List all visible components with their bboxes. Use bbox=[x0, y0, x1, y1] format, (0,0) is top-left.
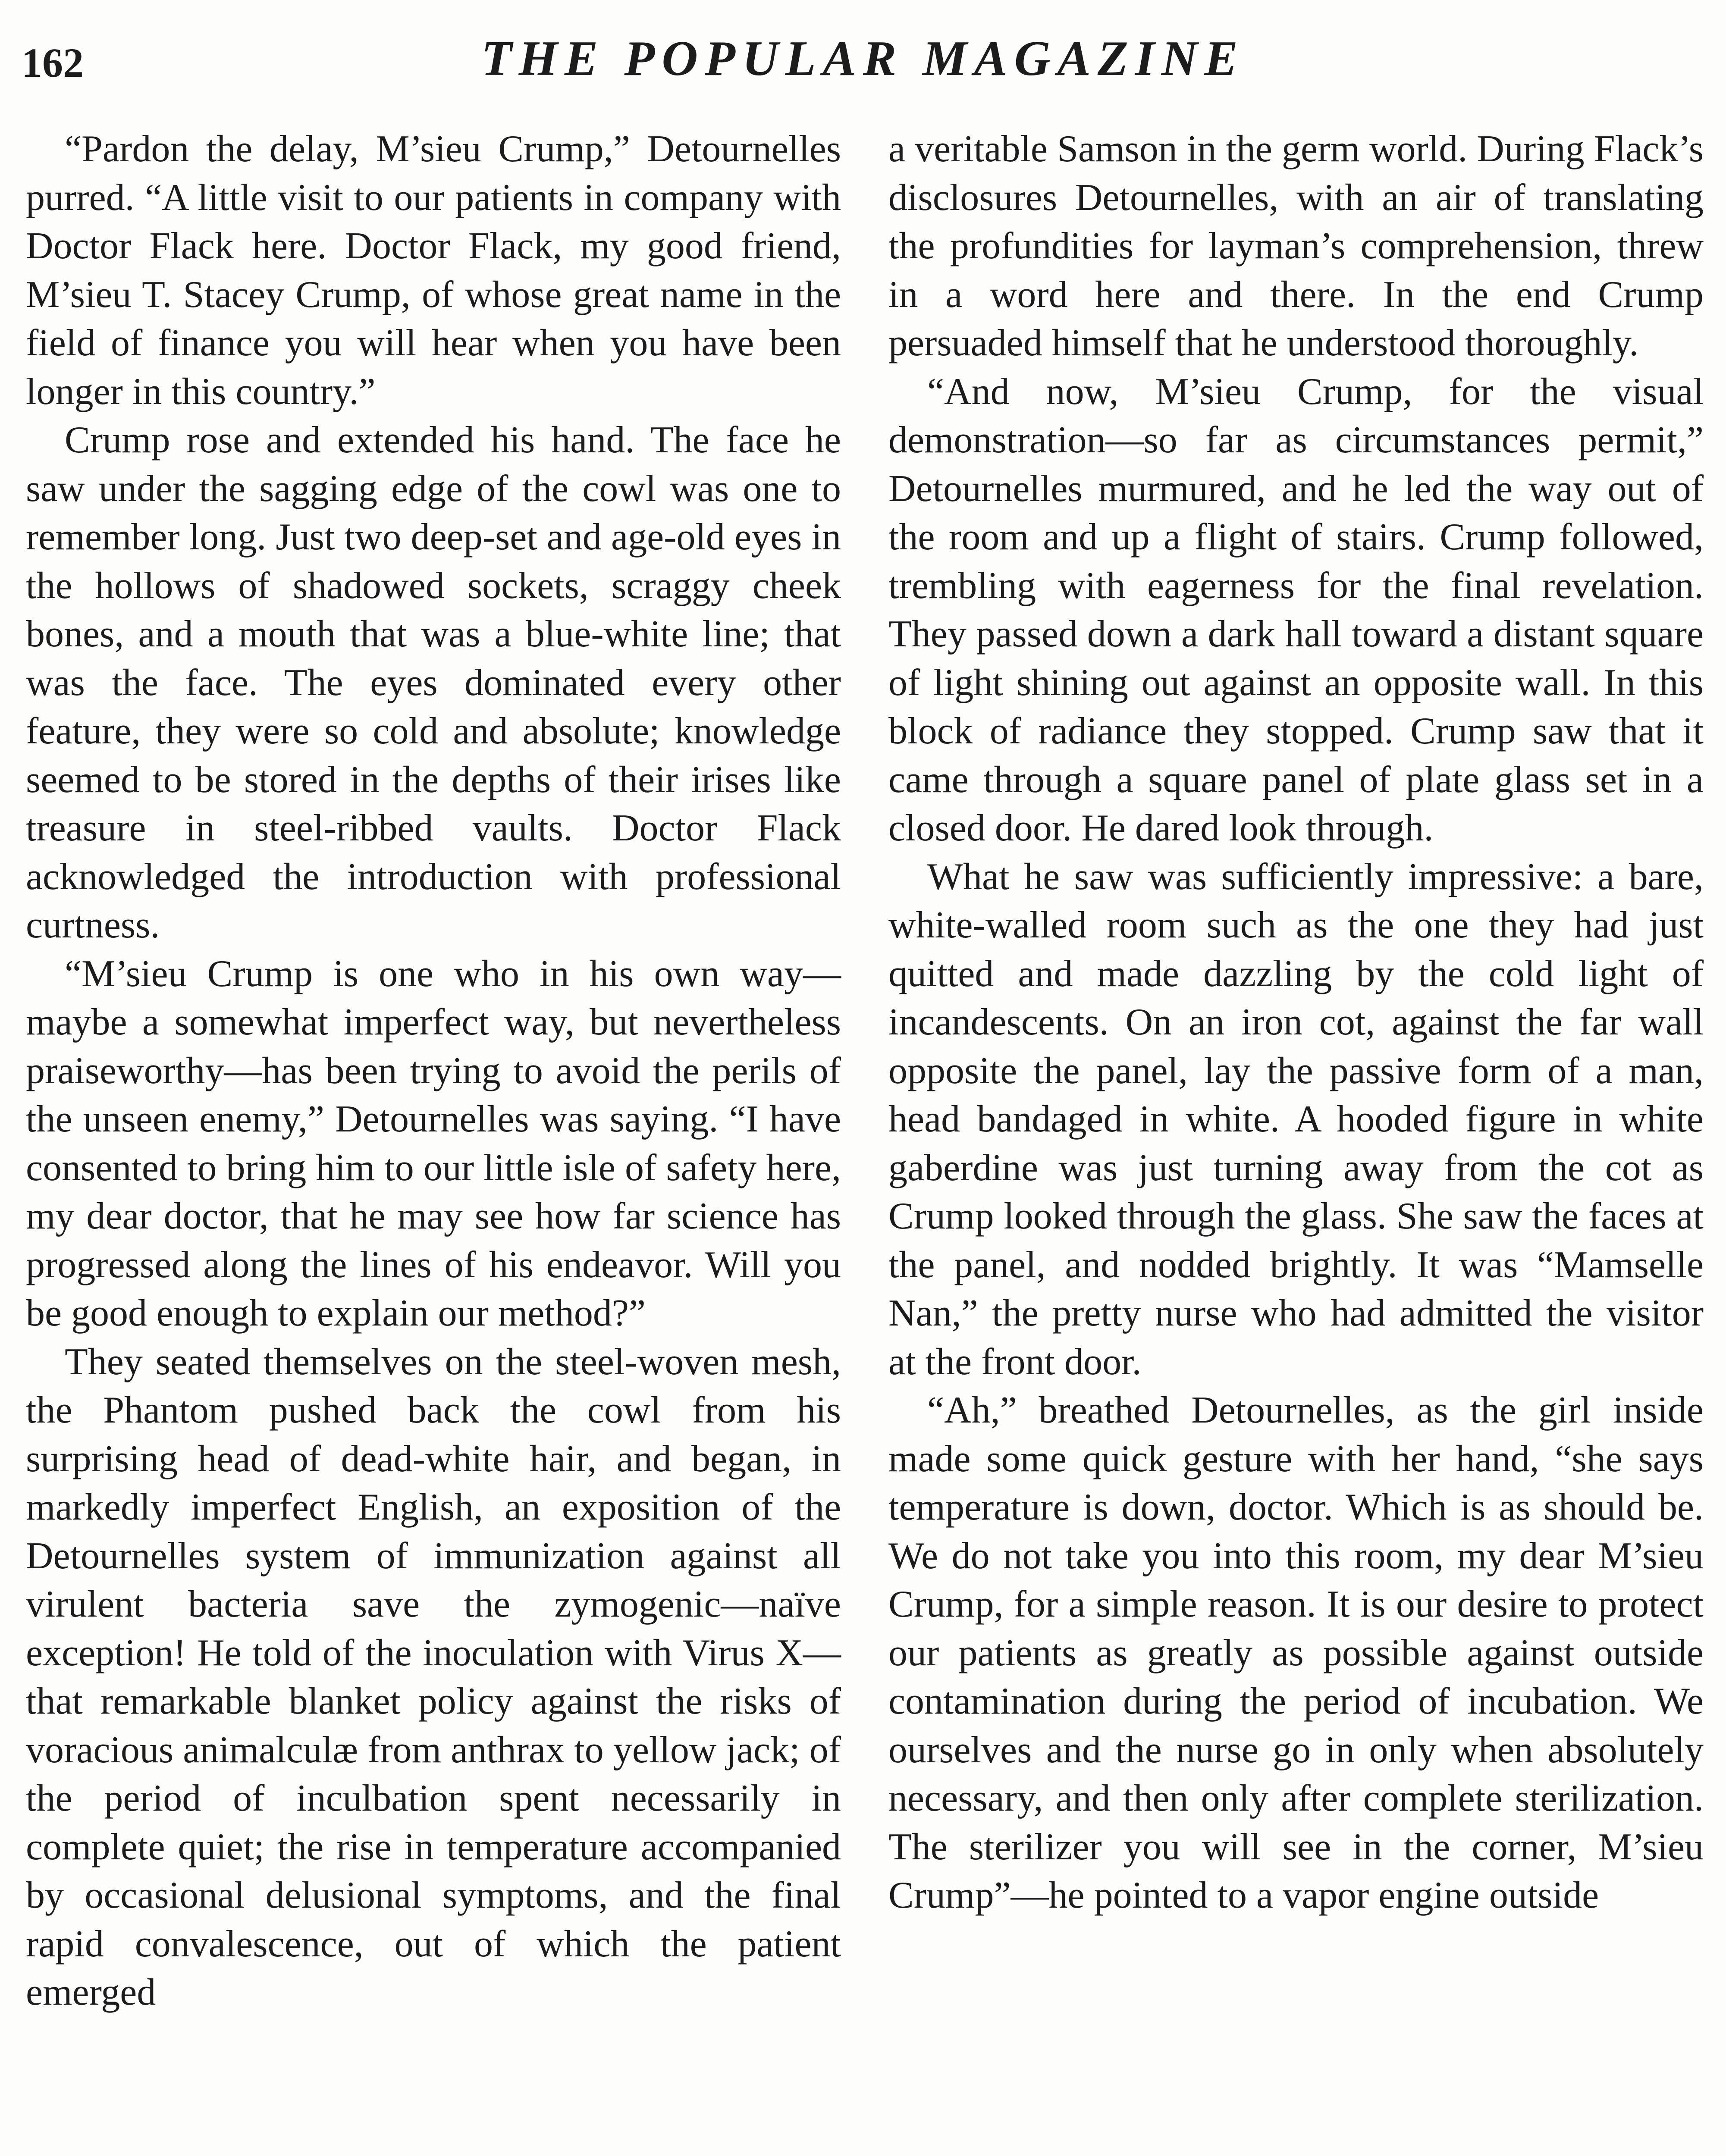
paragraph: They seated themselves on the steel-woven mesh, the Phantom pushed back the cowl from his surprising head of dead-white hair, and began, in markedly imperfect English, an exposition of the Detournelles system of immunization against all virulent bacteria save the zymogenic—naïve exception! He told of the inoculation with Virus X—that remarkable blanket policy against the risks of voracious animalculæ from anthrax to yellow jack; of the period of inculbation spent necessarily in complete quiet; the rise in temperature accompanied by occasional delusional symptoms, and the final rapid convalescence, out of which the patient emerged bbox=[26, 1341, 841, 2013]
left-column bbox=[26, 125, 841, 2017]
right-column bbox=[888, 125, 1704, 1920]
page-header bbox=[0, 30, 1726, 108]
paragraph: “M’sieu Crump is one who in his own way—maybe a somewhat imperfect way, but nevertheless praiseworthy—has been trying to avoid the perils of the unseen enemy,” Detournelles was saying. “I have consented to bring him to our little isle of safety here, my dear doctor, that he may see how far science has progressed along the lines of his endeavor. Will you be good enough to explain our method?” bbox=[26, 953, 841, 1334]
paragraph: “Ah,” breathed Detournelles, as the girl inside made some quick gesture with her hand, “she says temperature is down, doctor. Which is as should be. We do not take you into this room, my dear M’sieu Crump, for a simple reason. It is our desire to protect our patients as greatly as possible against outside contamination during the period of incubation. We ourselves and the nurse go in only when absolutely necessary, and then only after complete sterilization. The sterilizer you will see in the corner, M’sieu Crump”—he pointed to a vapor engine outside bbox=[888, 1389, 1704, 1916]
paragraph: a veritable Samson in the germ world. During Flack’s disclosures Detournelles, with an air of translating the profundities for layman’s comprehension, threw in a word here and there. In the end Crump persuaded himself that he understood thoroughly. bbox=[888, 128, 1704, 364]
paragraph: “And now, M’sieu Crump, for the visual demonstration—so far as circumstances permit,” Detournelles murmured, and he led the way out of the room and up a flight of stairs. Crump followed, trembling with eagerness for the final revelation. They passed down a dark hall toward a distant square of light shining out against an opposite wall. In this block of radiance they stopped. Crump saw that it came through a square panel of plate glass set in a closed door. He dared look through. bbox=[888, 370, 1704, 849]
running-title: THE POPULAR MAGAZINE bbox=[481, 31, 1245, 86]
paragraph: “Pardon the delay, M’sieu Crump,” Detournelles purred. “A little visit to our patients in company with Doctor Flack here. Doctor Flack, my good friend, M’sieu T. Stacey Crump, of whose great name in the field of finance you will hear when you have been longer in this country.” bbox=[26, 128, 841, 413]
page-number: 162 bbox=[22, 40, 84, 86]
paragraph: What he saw was sufficiently impressive: a bare, white-walled room such as the one they had just quitted and made dazzling by the cold light of incandescents. On an iron cot, against the far wall opposite the panel, lay the passive form of a man, head bandaged in white. A hooded figure in white gaberdine was just turning away from the cot as Crump looked through the glass. She saw the faces at the panel, and nodded brightly. It was “Mamselle Nan,” the pretty nurse who had admitted the visitor at the front door. bbox=[888, 856, 1704, 1383]
paragraph: Crump rose and extended his hand. The face he saw under the sagging edge of the cowl was one to remember long. Just two deep-set and age-old eyes in the hollows of shadowed sockets, scraggy cheek bones, and a mouth that was a blue-white line; that was the face. The eyes dominated every other feature, they were so cold and absolute; knowledge seemed to be stored in the depths of their irises like treasure in steel-ribbed vaults. Doctor Flack acknowledged the introduction with professional curtness. bbox=[26, 419, 841, 946]
